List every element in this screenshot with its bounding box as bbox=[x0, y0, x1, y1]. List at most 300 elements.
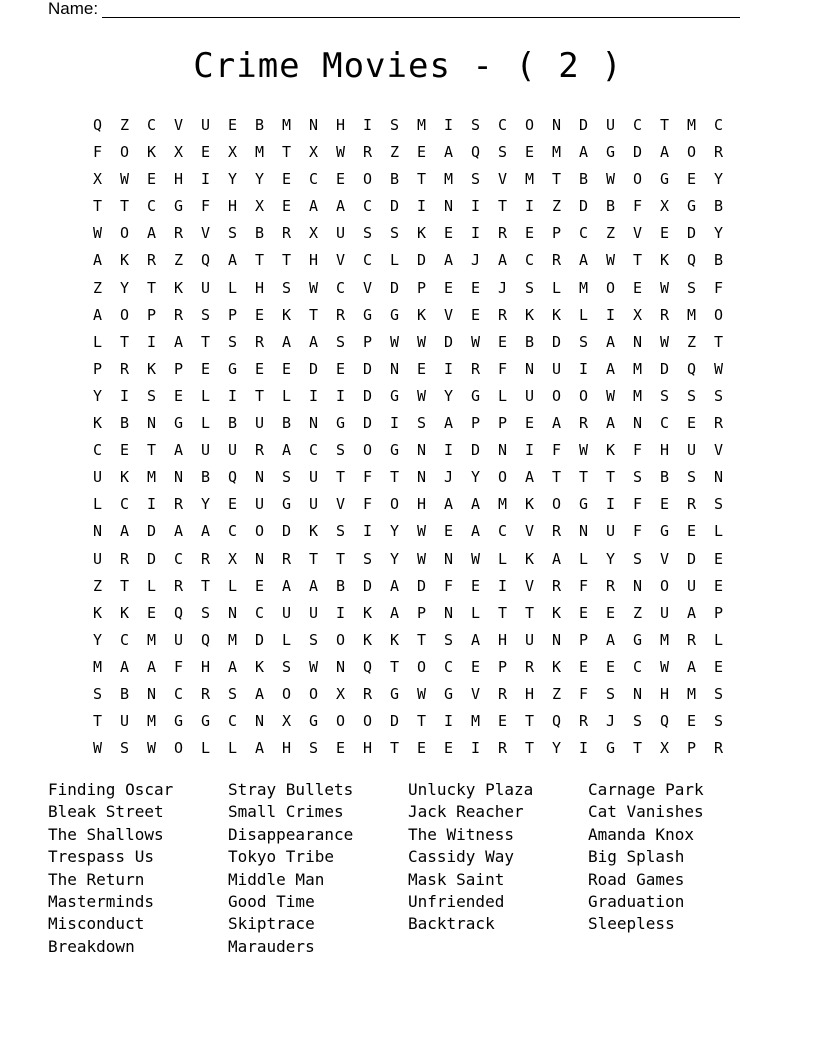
grid-letter: T bbox=[605, 468, 616, 487]
grid-letter: A bbox=[605, 630, 616, 649]
grid-letter: A bbox=[389, 576, 400, 595]
name-field[interactable] bbox=[48, 0, 740, 18]
grid-letter: B bbox=[254, 116, 265, 134]
grid-letter: D bbox=[659, 359, 670, 378]
grid-letter: D bbox=[470, 441, 481, 460]
grid-letter: U bbox=[173, 630, 184, 649]
grid-letter: A bbox=[551, 414, 562, 433]
grid-letter: M bbox=[551, 143, 562, 162]
grid-letter: D bbox=[389, 712, 400, 731]
grid-row bbox=[84, 167, 732, 194]
grid-letter: Y bbox=[92, 630, 103, 649]
grid-letter: I bbox=[443, 441, 454, 460]
word-list-item: Unlucky Plaza bbox=[408, 780, 534, 799]
grid-letter: E bbox=[227, 116, 238, 134]
grid-letter: R bbox=[335, 305, 346, 324]
grid-letter: U bbox=[200, 441, 211, 460]
grid-letter: Y bbox=[227, 170, 238, 189]
grid-letter: C bbox=[497, 522, 508, 541]
grid-letter: K bbox=[416, 224, 427, 243]
grid-letter: A bbox=[470, 495, 481, 514]
grid-letter: E bbox=[281, 170, 292, 189]
grid-letter: O bbox=[119, 224, 130, 243]
grid-letter: Q bbox=[362, 657, 373, 676]
grid-letter: E bbox=[119, 441, 130, 460]
grid-row bbox=[84, 682, 732, 709]
grid-letter: U bbox=[524, 386, 535, 405]
grid-letter: G bbox=[605, 739, 616, 758]
grid-letter: G bbox=[578, 495, 589, 514]
grid-letter: Z bbox=[551, 197, 562, 216]
grid-letter: W bbox=[308, 657, 319, 676]
grid-letter: V bbox=[632, 224, 643, 243]
grid-letter: M bbox=[254, 143, 265, 162]
grid-letter: S bbox=[686, 386, 697, 405]
grid-letter: M bbox=[632, 359, 643, 378]
grid-letter: E bbox=[416, 739, 427, 758]
grid-letter: Y bbox=[605, 549, 616, 568]
grid-letter: R bbox=[254, 332, 265, 351]
grid-letter: L bbox=[227, 278, 238, 297]
grid-letter: D bbox=[362, 414, 373, 433]
grid-letter: E bbox=[416, 143, 427, 162]
grid-letter: U bbox=[605, 116, 616, 134]
grid-letter: I bbox=[335, 603, 346, 622]
grid-letter: P bbox=[497, 414, 508, 433]
grid-letter: M bbox=[416, 116, 427, 134]
grid-letter: W bbox=[92, 739, 103, 758]
grid-letter: T bbox=[335, 468, 346, 487]
word-list-item: The Return bbox=[48, 869, 145, 889]
grid-letter: N bbox=[254, 712, 265, 731]
grid-letter: E bbox=[146, 170, 157, 189]
grid-letter: E bbox=[686, 170, 697, 189]
grid-letter: P bbox=[470, 414, 481, 433]
grid-row bbox=[84, 628, 732, 655]
grid-letter: N bbox=[227, 603, 238, 622]
grid-letter: R bbox=[119, 359, 130, 378]
grid-letter: W bbox=[713, 359, 724, 378]
word-list-item: Graduation bbox=[588, 892, 685, 912]
grid-letter: U bbox=[605, 522, 616, 541]
grid-letter: E bbox=[200, 143, 211, 162]
grid-letter: U bbox=[254, 495, 265, 514]
grid-letter: N bbox=[308, 116, 319, 134]
grid-letter: J bbox=[443, 468, 454, 487]
grid-letter: Z bbox=[119, 116, 130, 134]
grid-letter: G bbox=[605, 143, 616, 162]
grid-letter: G bbox=[686, 197, 697, 216]
grid-letter: O bbox=[173, 739, 184, 758]
grid-letter: U bbox=[308, 603, 319, 622]
grid-letter: A bbox=[605, 332, 616, 351]
grid-letter: Z bbox=[92, 278, 103, 297]
grid-letter: E bbox=[443, 278, 454, 297]
name-underline[interactable] bbox=[102, 2, 740, 18]
grid-letter: O bbox=[335, 712, 346, 731]
grid-letter: B bbox=[335, 576, 346, 595]
grid-letter: C bbox=[227, 712, 238, 731]
word-search-grid bbox=[84, 113, 732, 763]
grid-letter: M bbox=[686, 684, 697, 703]
grid-letter: Q bbox=[200, 251, 211, 270]
grid-letter: L bbox=[497, 386, 508, 405]
grid-letter: A bbox=[335, 197, 346, 216]
grid-letter: D bbox=[362, 576, 373, 595]
grid-letter: R bbox=[119, 549, 130, 568]
grid-letter: X bbox=[92, 170, 103, 189]
grid-letter: C bbox=[92, 441, 103, 460]
grid-letter: F bbox=[632, 197, 643, 216]
grid-letter: F bbox=[362, 468, 373, 487]
grid-letter: G bbox=[281, 495, 292, 514]
grid-letter: S bbox=[470, 116, 481, 134]
grid-letter: E bbox=[578, 657, 589, 676]
grid-letter: K bbox=[605, 441, 616, 460]
grid-letter: B bbox=[713, 197, 724, 216]
grid-letter: D bbox=[254, 630, 265, 649]
grid-letter: X bbox=[308, 143, 319, 162]
grid-letter: T bbox=[416, 712, 427, 731]
grid-letter: V bbox=[524, 522, 535, 541]
grid-letter: H bbox=[227, 197, 238, 216]
word-list-item: Trespass Us bbox=[48, 847, 154, 867]
grid-row bbox=[84, 519, 732, 546]
grid-letter: Q bbox=[470, 143, 481, 162]
grid-letter: N bbox=[524, 359, 535, 378]
grid-letter: R bbox=[470, 359, 481, 378]
word-list-item: Middle Man bbox=[228, 869, 325, 889]
grid-letter: L bbox=[389, 251, 400, 270]
grid-letter: B bbox=[119, 684, 130, 703]
grid-letter: Q bbox=[686, 359, 697, 378]
grid-letter: O bbox=[524, 116, 535, 134]
grid-letter: N bbox=[416, 468, 427, 487]
grid-letter: E bbox=[470, 576, 481, 595]
grid-letter: G bbox=[659, 522, 670, 541]
grid-letter: R bbox=[254, 441, 265, 460]
grid-letter: C bbox=[632, 116, 643, 134]
grid-letter: M bbox=[227, 630, 238, 649]
grid-letter: C bbox=[497, 116, 508, 134]
grid-letter: A bbox=[200, 522, 211, 541]
grid-letter: I bbox=[497, 576, 508, 595]
grid-letter: D bbox=[362, 386, 373, 405]
grid-letter: D bbox=[146, 522, 157, 541]
grid-letter: A bbox=[119, 522, 130, 541]
grid-letter: N bbox=[308, 414, 319, 433]
grid-row bbox=[84, 709, 732, 736]
grid-letter: R bbox=[200, 549, 211, 568]
grid-letter: O bbox=[578, 386, 589, 405]
grid-letter: K bbox=[551, 305, 562, 324]
grid-letter: D bbox=[281, 522, 292, 541]
grid-letter: K bbox=[524, 495, 535, 514]
grid-letter: A bbox=[605, 414, 616, 433]
grid-letter: L bbox=[92, 332, 103, 351]
grid-letter: N bbox=[551, 630, 562, 649]
grid-letter: P bbox=[92, 359, 103, 378]
grid-letter: B bbox=[578, 170, 589, 189]
grid-letter: C bbox=[227, 522, 238, 541]
grid-letter: N bbox=[578, 522, 589, 541]
grid-letter: S bbox=[227, 684, 238, 703]
grid-letter: M bbox=[443, 170, 454, 189]
grid-letter: X bbox=[335, 684, 346, 703]
grid-letter: R bbox=[578, 414, 589, 433]
grid-letter: A bbox=[173, 441, 184, 460]
grid-letter: W bbox=[470, 332, 481, 351]
grid-letter: R bbox=[713, 739, 724, 758]
grid-letter: E bbox=[686, 414, 697, 433]
grid-letter: X bbox=[227, 549, 238, 568]
grid-letter: M bbox=[659, 630, 670, 649]
grid-letter: L bbox=[281, 630, 292, 649]
grid-letter: H bbox=[308, 251, 319, 270]
grid-letter: Z bbox=[632, 603, 643, 622]
grid-letter: W bbox=[605, 251, 616, 270]
grid-letter: E bbox=[416, 359, 427, 378]
grid-letter: U bbox=[308, 468, 319, 487]
grid-letter: J bbox=[605, 712, 616, 731]
grid-letter: O bbox=[335, 630, 346, 649]
grid-letter: X bbox=[227, 143, 238, 162]
grid-letter: K bbox=[524, 549, 535, 568]
grid-letter: B bbox=[659, 468, 670, 487]
grid-letter: U bbox=[281, 603, 292, 622]
grid-letter: F bbox=[578, 684, 589, 703]
grid-row bbox=[84, 438, 732, 465]
grid-letter: T bbox=[524, 712, 535, 731]
grid-letter: S bbox=[686, 468, 697, 487]
grid-letter: N bbox=[443, 549, 454, 568]
grid-letter: U bbox=[200, 116, 211, 134]
grid-letter: P bbox=[713, 603, 724, 622]
grid-letter: S bbox=[713, 386, 724, 405]
grid-letter: K bbox=[551, 603, 562, 622]
grid-letter: E bbox=[632, 278, 643, 297]
grid-letter: T bbox=[389, 739, 400, 758]
grid-letter: U bbox=[686, 576, 697, 595]
grid-letter: K bbox=[308, 522, 319, 541]
grid-letter: Y bbox=[119, 278, 130, 297]
grid-letter: F bbox=[200, 197, 211, 216]
grid-letter: G bbox=[443, 684, 454, 703]
grid-letter: E bbox=[497, 332, 508, 351]
grid-letter: A bbox=[686, 603, 697, 622]
grid-letter: D bbox=[632, 143, 643, 162]
grid-letter: G bbox=[227, 359, 238, 378]
grid-letter: D bbox=[362, 359, 373, 378]
grid-letter: R bbox=[605, 576, 616, 595]
grid-letter: C bbox=[443, 657, 454, 676]
grid-letter: R bbox=[200, 684, 211, 703]
word-list-item: The Witness bbox=[408, 824, 514, 844]
grid-letter: A bbox=[281, 332, 292, 351]
grid-letter: D bbox=[389, 278, 400, 297]
grid-letter: R bbox=[713, 143, 724, 162]
grid-letter: O bbox=[497, 468, 508, 487]
grid-letter: A bbox=[497, 251, 508, 270]
grid-row bbox=[84, 465, 732, 492]
grid-letter: A bbox=[524, 468, 535, 487]
grid-letter: C bbox=[173, 684, 184, 703]
grid-letter: D bbox=[308, 359, 319, 378]
grid-row bbox=[84, 248, 732, 275]
grid-letter: R bbox=[551, 576, 562, 595]
grid-letter: R bbox=[551, 522, 562, 541]
grid-letter: D bbox=[443, 332, 454, 351]
grid-letter: K bbox=[254, 657, 265, 676]
word-list-item: Small Crimes bbox=[228, 802, 344, 822]
grid-letter: P bbox=[686, 739, 697, 758]
grid-letter: C bbox=[659, 414, 670, 433]
grid-letter: R bbox=[551, 251, 562, 270]
grid-letter: N bbox=[497, 441, 508, 460]
grid-letter: Y bbox=[200, 495, 211, 514]
grid-letter: U bbox=[308, 495, 319, 514]
grid-letter: A bbox=[146, 224, 157, 243]
grid-letter: T bbox=[308, 549, 319, 568]
grid-letter: S bbox=[335, 332, 346, 351]
grid-letter: I bbox=[227, 386, 238, 405]
grid-letter: H bbox=[173, 170, 184, 189]
grid-letter: Z bbox=[389, 143, 400, 162]
grid-letter: C bbox=[119, 630, 130, 649]
grid-letter: E bbox=[146, 603, 157, 622]
grid-letter: F bbox=[632, 495, 643, 514]
grid-letter: R bbox=[173, 305, 184, 324]
grid-letter: I bbox=[119, 386, 130, 405]
word-list-item bbox=[588, 936, 768, 958]
grid-letter: R bbox=[146, 251, 157, 270]
word-list-item: Road Games bbox=[588, 869, 685, 889]
grid-letter: E bbox=[443, 522, 454, 541]
grid-letter: R bbox=[713, 414, 724, 433]
grid-letter: C bbox=[119, 495, 130, 514]
grid-letter: A bbox=[254, 684, 265, 703]
grid-letter: E bbox=[605, 657, 616, 676]
grid-letter: N bbox=[632, 576, 643, 595]
grid-letter: W bbox=[416, 332, 427, 351]
word-list-item: Stray Bullets bbox=[228, 780, 354, 799]
grid-letter: E bbox=[470, 278, 481, 297]
grid-letter: A bbox=[443, 495, 454, 514]
grid-letter: N bbox=[254, 549, 265, 568]
word-list-item: Breakdown bbox=[48, 936, 135, 956]
grid-letter: S bbox=[227, 332, 238, 351]
grid-letter: S bbox=[659, 386, 670, 405]
grid-letter: O bbox=[119, 143, 130, 162]
grid-letter: O bbox=[281, 684, 292, 703]
grid-letter: O bbox=[713, 305, 724, 324]
grid-letter: A bbox=[443, 414, 454, 433]
grid-letter: S bbox=[119, 739, 130, 758]
grid-letter: T bbox=[119, 576, 130, 595]
word-list-item: Bleak Street bbox=[48, 802, 164, 822]
word-list-item: Unfriended bbox=[408, 892, 505, 912]
grid-letter: C bbox=[335, 278, 346, 297]
grid-letter: X bbox=[632, 305, 643, 324]
grid-letter: P bbox=[497, 657, 508, 676]
grid-letter: K bbox=[92, 414, 103, 433]
word-list-item: Carnage Park bbox=[588, 780, 704, 799]
grid-letter: T bbox=[659, 116, 670, 134]
grid-letter: T bbox=[389, 468, 400, 487]
grid-letter: L bbox=[200, 739, 211, 758]
grid-letter: P bbox=[362, 332, 373, 351]
grid-letter: L bbox=[578, 549, 589, 568]
grid-letter: T bbox=[416, 630, 427, 649]
grid-letter: T bbox=[308, 305, 319, 324]
grid-letter: G bbox=[308, 712, 319, 731]
grid-letter: M bbox=[524, 170, 535, 189]
grid-letter: S bbox=[281, 278, 292, 297]
word-list-item: Misconduct bbox=[48, 914, 145, 934]
grid-letter: I bbox=[335, 386, 346, 405]
grid-letter: A bbox=[227, 251, 238, 270]
grid-letter: F bbox=[632, 522, 643, 541]
grid-letter: V bbox=[173, 116, 184, 134]
grid-letter: K bbox=[281, 305, 292, 324]
grid-letter: L bbox=[578, 305, 589, 324]
grid-letter: H bbox=[254, 278, 265, 297]
grid-letter: R bbox=[497, 224, 508, 243]
grid-letter: B bbox=[254, 224, 265, 243]
grid-letter: E bbox=[470, 657, 481, 676]
grid-letter: L bbox=[713, 522, 724, 541]
grid-letter: R bbox=[362, 684, 373, 703]
grid-letter: H bbox=[281, 739, 292, 758]
grid-letter: I bbox=[524, 197, 535, 216]
grid-letter: G bbox=[173, 197, 184, 216]
grid-letter: E bbox=[659, 224, 670, 243]
grid-letter: I bbox=[389, 414, 400, 433]
grid-letter: S bbox=[227, 224, 238, 243]
grid-letter: Q bbox=[200, 630, 211, 649]
grid-letter: G bbox=[389, 441, 400, 460]
grid-letter: E bbox=[335, 170, 346, 189]
grid-letter: I bbox=[605, 495, 616, 514]
grid-letter: E bbox=[335, 359, 346, 378]
grid-letter: B bbox=[389, 170, 400, 189]
grid-letter: T bbox=[119, 197, 130, 216]
grid-letter: S bbox=[443, 630, 454, 649]
grid-letter: N bbox=[146, 414, 157, 433]
grid-letter: K bbox=[119, 603, 130, 622]
grid-letter: A bbox=[443, 251, 454, 270]
grid-letter: M bbox=[497, 495, 508, 514]
grid-letter: P bbox=[416, 603, 427, 622]
grid-letter: C bbox=[308, 441, 319, 460]
grid-letter: O bbox=[362, 170, 373, 189]
grid-letter: E bbox=[335, 739, 346, 758]
grid-letter: G bbox=[173, 712, 184, 731]
grid-letter: D bbox=[686, 549, 697, 568]
grid-row bbox=[84, 140, 732, 167]
grid-letter: E bbox=[254, 576, 265, 595]
grid-letter: G bbox=[470, 386, 481, 405]
grid-letter: Y bbox=[92, 386, 103, 405]
grid-letter: K bbox=[551, 657, 562, 676]
grid-letter: N bbox=[632, 684, 643, 703]
grid-row bbox=[84, 547, 732, 574]
grid-letter: N bbox=[632, 332, 643, 351]
grid-letter: E bbox=[524, 414, 535, 433]
grid-letter: I bbox=[443, 116, 454, 134]
grid-letter: A bbox=[443, 143, 454, 162]
grid-letter: E bbox=[281, 359, 292, 378]
